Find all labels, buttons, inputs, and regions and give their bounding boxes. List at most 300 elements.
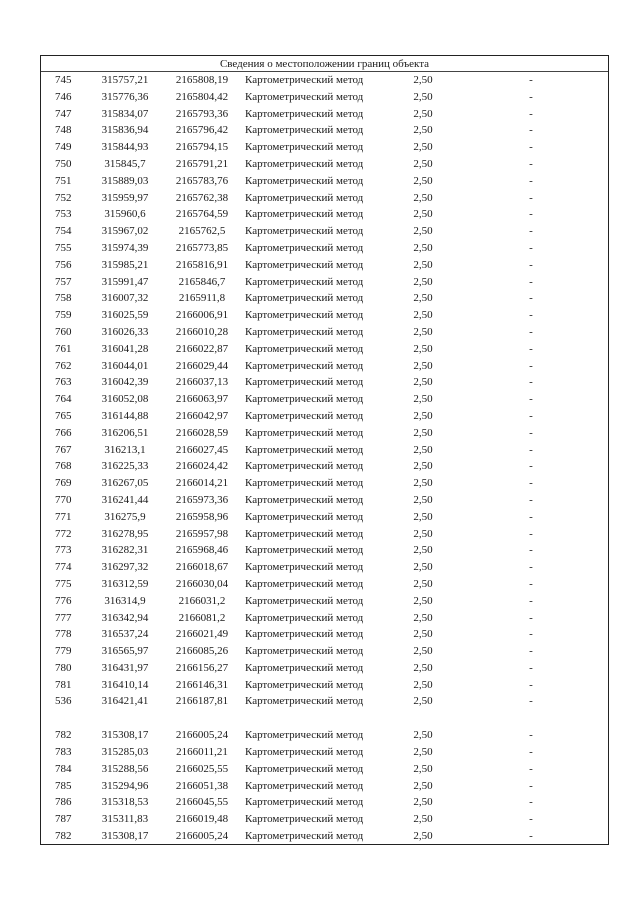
note-cell: - (529, 510, 533, 523)
coordinate-y: 2166028,59 (175, 426, 229, 439)
coordinate-y: 2165762,38 (175, 191, 229, 204)
accuracy-cell: 2,50 (413, 796, 433, 809)
note-cell: - (529, 645, 533, 658)
coordinate-x: 316052,08 (101, 393, 149, 406)
coordinate-x: 316565,97 (101, 645, 149, 658)
coordinate-y: 2165957,98 (175, 527, 229, 540)
point-number: 756 (55, 258, 72, 271)
note-cell: - (529, 107, 533, 120)
coordinate-x: 316314,9 (104, 594, 146, 607)
boundary-table (40, 55, 609, 845)
point-number: 745 (55, 74, 72, 86)
method-cell: Картометрический метод (245, 678, 364, 691)
coordinate-y: 2166022,87 (175, 342, 229, 355)
accuracy-cell: 2,50 (413, 477, 433, 490)
coordinate-y: 2166029,44 (175, 359, 229, 372)
accuracy-cell: 2,50 (413, 107, 433, 120)
method-cell: Картометрический метод (245, 342, 364, 355)
accuracy-cell: 2,50 (413, 661, 433, 674)
coordinate-x: 316044,01 (101, 359, 149, 372)
point-number: 765 (55, 409, 72, 422)
note-cell: - (529, 275, 533, 288)
point-number: 786 (55, 796, 72, 809)
coordinate-y: 2166024,42 (175, 460, 229, 473)
accuracy-cell: 2,50 (413, 443, 433, 456)
accuracy-cell: 2,50 (413, 124, 433, 137)
note-cell: - (529, 746, 533, 759)
point-number: 776 (55, 594, 72, 607)
coordinate-y: 2165794,15 (175, 141, 229, 154)
accuracy-cell: 2,50 (413, 258, 433, 271)
coordinate-x: 315985,21 (101, 258, 149, 271)
note-cell: - (529, 544, 533, 557)
accuracy-cell: 2,50 (413, 157, 433, 170)
coordinate-x: 315285,03 (101, 746, 149, 759)
point-number: 771 (55, 510, 72, 523)
note-cell: - (529, 376, 533, 389)
method-cell: Картометрический метод (245, 813, 364, 826)
point-number: 784 (55, 762, 72, 775)
coordinate-x: 316213,1 (104, 443, 146, 456)
coordinate-y: 2165973,36 (175, 493, 229, 506)
note-cell: - (529, 443, 533, 456)
point-number: 761 (55, 342, 72, 355)
note-cell: - (529, 325, 533, 338)
coordinate-x: 316025,59 (101, 309, 149, 322)
note-cell: - (529, 141, 533, 154)
coordinate-y: 2166081,2 (178, 611, 226, 624)
point-number: 778 (55, 628, 72, 641)
coordinate-x: 315960,6 (104, 208, 146, 221)
method-cell: Картометрический метод (245, 510, 364, 523)
accuracy-cell: 2,50 (413, 628, 433, 641)
accuracy-cell: 2,50 (413, 426, 433, 439)
coordinate-y: 2166051,38 (175, 779, 229, 792)
accuracy-cell: 2,50 (413, 577, 433, 590)
coordinate-y: 2166014,21 (175, 477, 229, 490)
accuracy-cell: 2,50 (413, 174, 433, 187)
method-cell: Картометрический метод (245, 594, 364, 607)
coordinate-y: 2166018,67 (175, 561, 229, 574)
coordinate-x: 315974,39 (101, 241, 149, 254)
table-row (41, 408, 608, 425)
method-cell: Картометрический метод (245, 460, 364, 473)
coordinate-x: 315889,03 (101, 174, 149, 187)
method-cell: Картометрический метод (245, 376, 364, 389)
coordinate-x: 316026,33 (101, 325, 149, 338)
accuracy-cell: 2,50 (413, 645, 433, 658)
method-cell: Картометрический метод (245, 90, 364, 103)
coordinate-y: 2166025,55 (175, 762, 229, 775)
accuracy-cell: 2,50 (413, 74, 433, 86)
note-cell: - (529, 561, 533, 574)
point-number: 785 (55, 779, 72, 792)
accuracy-cell: 2,50 (413, 191, 433, 204)
method-cell: Картометрический метод (245, 527, 364, 540)
note-cell: - (529, 527, 533, 540)
coordinate-x: 316431,97 (101, 661, 149, 674)
note-cell: - (529, 729, 533, 742)
coordinate-x: 316206,51 (101, 426, 149, 439)
point-number: 773 (55, 544, 72, 557)
note-cell: - (529, 796, 533, 809)
coordinate-x: 316297,32 (101, 561, 149, 574)
method-cell: Картометрический метод (245, 275, 364, 288)
point-number: 768 (55, 460, 72, 473)
table-row (41, 425, 608, 442)
coordinate-x: 316144,88 (101, 409, 149, 422)
table-row (41, 223, 608, 240)
note-cell: - (529, 426, 533, 439)
note-cell: - (529, 359, 533, 372)
method-cell: Картометрический метод (245, 426, 364, 439)
coordinate-y: 2166027,45 (175, 443, 229, 456)
point-number: 757 (55, 275, 72, 288)
coordinate-y: 2166146,31 (175, 678, 229, 691)
accuracy-cell: 2,50 (413, 830, 433, 843)
method-cell: Картометрический метод (245, 309, 364, 322)
note-cell: - (529, 393, 533, 406)
coordinate-y: 2165791,21 (175, 157, 229, 170)
point-number: 751 (55, 174, 72, 187)
note-cell: - (529, 460, 533, 473)
point-number: 770 (55, 493, 72, 506)
table-row (41, 307, 608, 324)
coordinate-x: 316241,44 (101, 493, 149, 506)
note-cell: - (529, 342, 533, 355)
point-number: 780 (55, 661, 72, 674)
table-row (41, 492, 608, 509)
note-cell: - (529, 241, 533, 254)
point-number: 783 (55, 746, 72, 759)
point-number: 782 (55, 830, 72, 843)
note-cell: - (529, 90, 533, 103)
accuracy-cell: 2,50 (413, 460, 433, 473)
accuracy-cell: 2,50 (413, 90, 433, 103)
coordinate-y: 2165808,19 (175, 74, 229, 86)
table-row (41, 794, 608, 811)
accuracy-cell: 2,50 (413, 141, 433, 154)
coordinate-y: 2165762,5 (178, 225, 226, 238)
coordinate-x: 315757,21 (101, 74, 149, 86)
method-cell: Картометрический метод (245, 796, 364, 809)
table-row (41, 290, 608, 307)
table-row (41, 257, 608, 274)
accuracy-cell: 2,50 (413, 762, 433, 775)
table-row (41, 106, 608, 123)
note-cell: - (529, 191, 533, 204)
coordinate-x: 315959,97 (101, 191, 149, 204)
method-cell: Картометрический метод (245, 628, 364, 641)
method-cell: Картометрический метод (245, 746, 364, 759)
note-cell: - (529, 830, 533, 843)
note-cell: - (529, 779, 533, 792)
accuracy-cell: 2,50 (413, 208, 433, 221)
coordinate-y: 2166019,48 (175, 813, 229, 826)
accuracy-cell: 2,50 (413, 376, 433, 389)
table-row (41, 190, 608, 207)
point-number: 781 (55, 678, 72, 691)
point-number: 769 (55, 477, 72, 490)
coordinate-x: 316410,14 (101, 678, 149, 691)
accuracy-cell: 2,50 (413, 325, 433, 338)
accuracy-cell: 2,50 (413, 561, 433, 574)
accuracy-cell: 2,50 (413, 225, 433, 238)
coordinate-y: 2166063,97 (175, 393, 229, 406)
coordinate-y: 2165846,7 (178, 275, 226, 288)
method-cell: Картометрический метод (245, 393, 364, 406)
coordinate-x: 316421,41 (101, 695, 149, 708)
point-number: 782 (55, 729, 72, 742)
method-cell: Картометрический метод (245, 409, 364, 422)
coordinate-x: 316282,31 (101, 544, 149, 557)
point-number: 764 (55, 393, 72, 406)
point-number: 749 (55, 141, 72, 154)
method-cell: Картометрический метод (245, 830, 364, 843)
table-row (41, 341, 608, 358)
accuracy-cell: 2,50 (413, 510, 433, 523)
coordinate-y: 2166010,28 (175, 325, 229, 338)
accuracy-cell: 2,50 (413, 359, 433, 372)
table-row (41, 778, 608, 795)
table-row (41, 374, 608, 391)
coordinate-y: 2166030,04 (175, 577, 229, 590)
coordinate-x: 316278,95 (101, 527, 149, 540)
note-cell: - (529, 661, 533, 674)
method-cell: Картометрический метод (245, 74, 364, 86)
point-number: 748 (55, 124, 72, 137)
accuracy-cell: 2,50 (413, 241, 433, 254)
coordinate-x: 316267,05 (101, 477, 149, 490)
accuracy-cell: 2,50 (413, 695, 433, 708)
coordinate-y: 2166006,91 (175, 309, 229, 322)
coordinate-y: 2166045,55 (175, 796, 229, 809)
note-cell: - (529, 577, 533, 590)
accuracy-cell: 2,50 (413, 292, 433, 305)
method-cell: Картометрический метод (245, 292, 364, 305)
accuracy-cell: 2,50 (413, 493, 433, 506)
table-row (41, 509, 608, 526)
table-row (41, 358, 608, 375)
table-row (41, 139, 608, 156)
method-cell: Картометрический метод (245, 325, 364, 338)
table-row (41, 828, 608, 845)
point-number: 766 (55, 426, 72, 439)
point-number: 787 (55, 813, 72, 826)
coordinate-x: 316042,39 (101, 376, 149, 389)
note-cell: - (529, 157, 533, 170)
note-cell: - (529, 695, 533, 708)
coordinate-x: 315288,56 (101, 762, 149, 775)
coordinate-y: 2165783,76 (175, 174, 229, 187)
method-cell: Картометрический метод (245, 107, 364, 120)
note-cell: - (529, 678, 533, 691)
note-cell: - (529, 594, 533, 607)
table-row (41, 442, 608, 459)
method-cell: Картометрический метод (245, 493, 364, 506)
method-cell: Картометрический метод (245, 729, 364, 742)
method-cell: Картометрический метод (245, 258, 364, 271)
table-row (41, 761, 608, 778)
method-cell: Картометрический метод (245, 544, 364, 557)
note-cell: - (529, 762, 533, 775)
coordinate-y: 2166005,24 (175, 830, 229, 843)
method-cell: Картометрический метод (245, 191, 364, 204)
accuracy-cell: 2,50 (413, 309, 433, 322)
method-cell: Картометрический метод (245, 477, 364, 490)
coordinate-x: 316537,24 (101, 628, 149, 641)
coordinate-y: 2165793,36 (175, 107, 229, 120)
table-row (41, 744, 608, 761)
accuracy-cell: 2,50 (413, 409, 433, 422)
method-cell: Картометрический метод (245, 241, 364, 254)
coordinate-x: 316041,28 (101, 342, 149, 355)
table-row (41, 693, 608, 710)
coordinate-y: 2166011,21 (176, 746, 228, 759)
note-cell: - (529, 208, 533, 221)
coordinate-y: 2166187,81 (175, 695, 229, 708)
coordinate-x: 315294,96 (101, 779, 149, 792)
point-number: 775 (55, 577, 72, 590)
point-number: 746 (55, 90, 72, 103)
accuracy-cell: 2,50 (413, 779, 433, 792)
coordinate-x: 315845,7 (104, 157, 146, 170)
coordinate-y: 2165968,46 (175, 544, 229, 557)
coordinate-y: 2165804,42 (175, 90, 229, 103)
method-cell: Картометрический метод (245, 443, 364, 456)
coordinate-x: 315967,02 (101, 225, 149, 238)
method-cell: Картометрический метод (245, 695, 364, 708)
table-row (41, 458, 608, 475)
coordinate-y: 2165911,8 (178, 292, 226, 305)
coordinate-y: 2165816,91 (175, 258, 229, 271)
table-row (41, 206, 608, 223)
table-row (41, 475, 608, 492)
method-cell: Картометрический метод (245, 225, 364, 238)
accuracy-cell: 2,50 (413, 678, 433, 691)
coordinate-x: 315308,17 (101, 729, 149, 742)
coordinate-x: 316312,59 (101, 577, 149, 590)
accuracy-cell: 2,50 (413, 611, 433, 624)
coordinate-y: 2165764,59 (175, 208, 229, 221)
coordinate-x: 315844,93 (101, 141, 149, 154)
point-number: 536 (55, 695, 72, 708)
coordinate-x: 315834,07 (101, 107, 149, 120)
accuracy-cell: 2,50 (413, 813, 433, 826)
note-cell: - (529, 292, 533, 305)
note-cell: - (529, 174, 533, 187)
coordinate-x: 316225,33 (101, 460, 149, 473)
point-number: 752 (55, 191, 72, 204)
table-row (41, 811, 608, 828)
table-row (41, 274, 608, 291)
method-cell: Картометрический метод (245, 762, 364, 775)
coordinate-y: 2165958,96 (175, 510, 229, 523)
coordinate-x: 315311,83 (101, 813, 149, 826)
point-number: 750 (55, 157, 72, 170)
accuracy-cell: 2,50 (413, 342, 433, 355)
note-cell: - (529, 225, 533, 238)
point-number: 755 (55, 241, 72, 254)
table-rows (41, 72, 608, 845)
point-number: 763 (55, 376, 72, 389)
table-row (41, 559, 608, 576)
method-cell: Картометрический метод (245, 208, 364, 221)
method-cell: Картометрический метод (245, 611, 364, 624)
coordinate-x: 315991,47 (101, 275, 149, 288)
point-number: 777 (55, 611, 72, 624)
coordinate-y: 2165796,42 (175, 124, 229, 137)
table-row (41, 610, 608, 627)
coordinate-x: 316007,32 (101, 292, 149, 305)
table-row (41, 660, 608, 677)
table-row (41, 593, 608, 610)
coordinate-y: 2166005,24 (175, 729, 229, 742)
method-cell: Картометрический метод (245, 141, 364, 154)
coordinate-x: 315836,94 (101, 124, 149, 137)
table-row (41, 72, 608, 89)
coordinate-y: 2165773,85 (175, 241, 229, 254)
coordinate-y: 2166031,2 (178, 594, 226, 607)
point-number: 779 (55, 645, 72, 658)
method-cell: Картометрический метод (245, 561, 364, 574)
table-row (41, 240, 608, 257)
coordinate-y: 2166042,97 (175, 409, 229, 422)
accuracy-cell: 2,50 (413, 393, 433, 406)
table-row (41, 122, 608, 139)
method-cell: Картометрический метод (245, 124, 364, 137)
note-cell: - (529, 74, 533, 86)
point-number: 760 (55, 325, 72, 338)
note-cell: - (529, 309, 533, 322)
point-number: 758 (55, 292, 72, 305)
method-cell: Картометрический метод (245, 577, 364, 590)
method-cell: Картометрический метод (245, 157, 364, 170)
note-cell: - (529, 409, 533, 422)
accuracy-cell: 2,50 (413, 729, 433, 742)
table-row (41, 643, 608, 660)
point-number: 762 (55, 359, 72, 372)
table-row (41, 89, 608, 106)
method-cell: Картометрический метод (245, 174, 364, 187)
accuracy-cell: 2,50 (413, 527, 433, 540)
coordinate-x: 316275,9 (104, 510, 146, 523)
coordinate-x: 316342,94 (101, 611, 149, 624)
accuracy-cell: 2,50 (413, 275, 433, 288)
point-number: 774 (55, 561, 72, 574)
method-cell: Картометрический метод (245, 359, 364, 372)
point-number: 747 (55, 107, 72, 120)
note-cell: - (529, 628, 533, 641)
note-cell: - (529, 813, 533, 826)
table-row (41, 576, 608, 593)
coordinate-x: 315318,53 (101, 796, 149, 809)
table-row (41, 626, 608, 643)
coordinate-x: 315308,17 (101, 830, 149, 843)
note-cell: - (529, 477, 533, 490)
accuracy-cell: 2,50 (413, 544, 433, 557)
coordinate-y: 2166021,49 (175, 628, 229, 641)
method-cell: Картометрический метод (245, 661, 364, 674)
table-row (41, 526, 608, 543)
note-cell: - (529, 611, 533, 624)
note-cell: - (529, 124, 533, 137)
table-row (41, 677, 608, 694)
method-cell: Картометрический метод (245, 645, 364, 658)
table-row (41, 156, 608, 173)
point-number: 753 (55, 208, 72, 221)
method-cell: Картометрический метод (245, 779, 364, 792)
